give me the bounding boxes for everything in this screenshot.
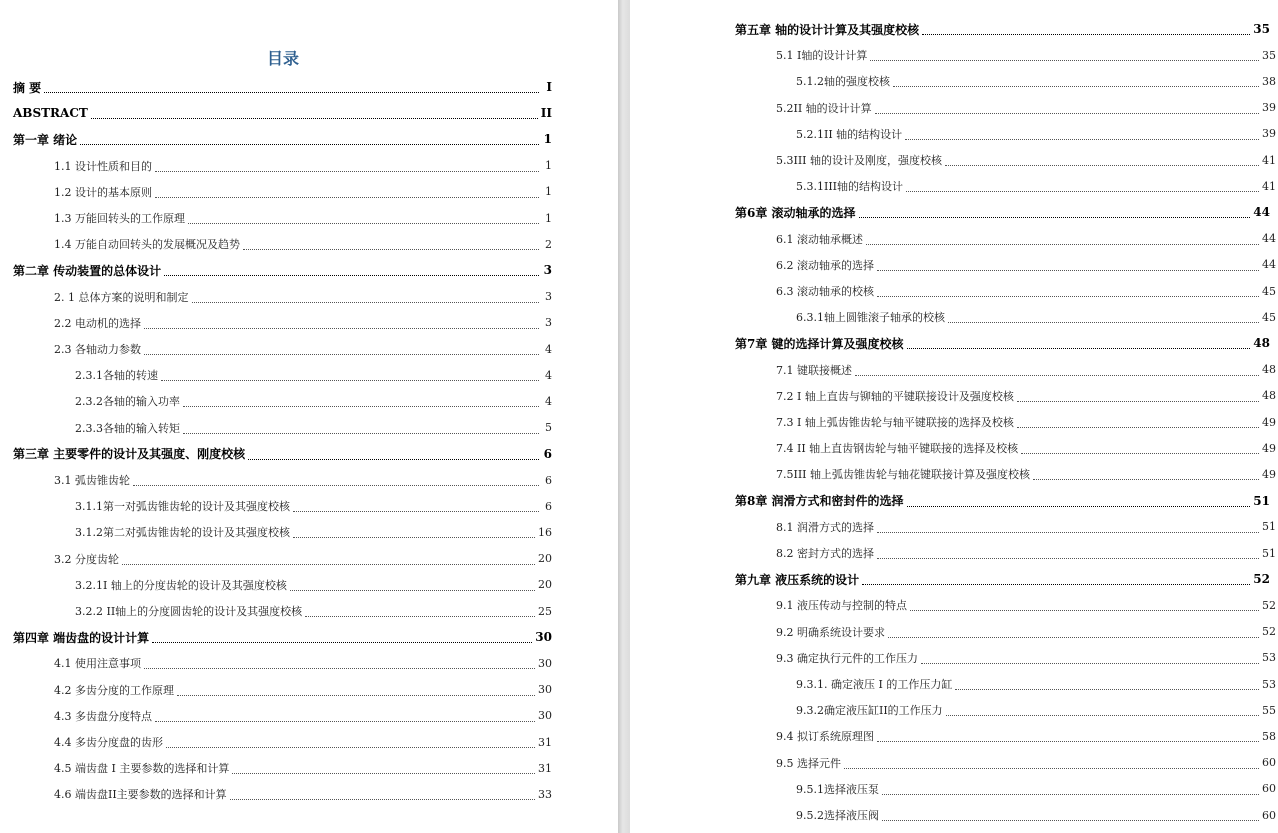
toc-entry-label: 6.3.1轴上圆锥滚子轴承的校核 [796, 311, 945, 325]
toc-entry-label: 5.3.1III轴的结构设计 [796, 180, 904, 194]
toc-chapter-entry[interactable] [13, 77, 552, 97]
toc-leader-dots [870, 59, 1259, 61]
toc-entry-label: ABSTRACT [13, 106, 88, 121]
toc-entry-label: 5.3III 轴的设计及刚度，强度校核 [776, 154, 943, 167]
toc-chapter-entry[interactable] [735, 202, 1270, 222]
toc-page-number: 1 [545, 211, 552, 225]
toc-section-entry[interactable] [54, 182, 552, 202]
toc-entry-label: 第8章 润滑方式和密封件的选择 [735, 494, 904, 509]
toc-entry-label: 2.3.1各轴的转速 [75, 369, 158, 383]
toc-page-number: 16 [538, 525, 552, 539]
toc-section-entry[interactable] [776, 98, 1276, 118]
toc-section-entry[interactable] [776, 45, 1276, 65]
toc-section-entry[interactable] [796, 176, 1276, 196]
toc-entry-label: 3.1.2第二对弧齿锥齿轮的设计及其强度校核 [75, 526, 290, 540]
toc-leader-dots [877, 531, 1259, 533]
toc-entry-label: 9.5.2选择液压阀 [796, 809, 879, 822]
toc-section-entry[interactable] [796, 779, 1276, 799]
toc-entry-label: 1.2 设计的基本原则 [54, 185, 152, 199]
toc-entry-label: 6.3 滚动轴承的校核 [776, 285, 874, 298]
toc-page-number: 49 [1262, 467, 1276, 481]
toc-section-entry[interactable] [54, 313, 552, 333]
toc-leader-dots [161, 379, 539, 381]
toc-section-entry[interactable] [776, 150, 1276, 170]
toc-page-number: I [546, 80, 552, 94]
toc-leader-dots [177, 694, 535, 696]
document-page-left [0, 0, 618, 833]
toc-entry-label: 4.6 端齿盘II主要参数的选择和计算 [54, 788, 227, 802]
toc-chapter-entry[interactable] [735, 569, 1270, 589]
toc-page-number: 1 [545, 159, 552, 173]
toc-entry-label: 3.2 分度齿轮 [54, 552, 119, 566]
toc-page-number: 49 [1262, 441, 1276, 455]
toc-page-number: 51 [1262, 546, 1276, 560]
toc-page-number: 30 [535, 630, 552, 645]
toc-leader-dots [183, 432, 539, 434]
toc-entry-label: 3.1 弧齿锥齿轮 [54, 474, 130, 487]
toc-section-entry[interactable] [54, 208, 552, 228]
toc-entry-label: 9.3 确定执行元件的工作压力 [776, 651, 918, 665]
toc-entry-label: 8.2 密封方式的选择 [776, 547, 874, 560]
toc-page-number: 30 [538, 709, 552, 723]
toc-leader-dots [906, 190, 1259, 192]
toc-section-entry[interactable] [776, 281, 1276, 301]
toc-leader-dots [877, 557, 1259, 559]
toc-leader-dots [866, 243, 1259, 245]
page-gutter [618, 0, 630, 833]
toc-entry-label: 第四章 端齿盘的设计计算 [13, 630, 150, 645]
toc-leader-dots [91, 117, 538, 119]
toc-section-entry[interactable] [776, 386, 1276, 406]
toc-page-number: 58 [1262, 729, 1276, 743]
toc-section-entry[interactable] [54, 470, 552, 490]
toc-entry-label: 3.1.1第一对弧齿锥齿轮的设计及其强度校核 [75, 500, 290, 514]
toc-leader-dots [44, 91, 539, 93]
toc-page-number: 51 [1253, 493, 1270, 508]
toc-page-number: 30 [538, 683, 552, 697]
toc-page-number: 52 [1262, 625, 1276, 639]
toc-page-number: 45 [1262, 284, 1276, 298]
toc-leader-dots [155, 170, 539, 172]
toc-leader-dots [155, 196, 539, 198]
toc-entry-label: 6.1 滚动轴承概述 [776, 232, 863, 246]
toc-entry-label: 6.2 滚动轴承的选择 [776, 258, 874, 272]
toc-section-entry[interactable] [776, 360, 1276, 380]
toc-page-number: 6 [545, 473, 552, 487]
toc-entry-label: 3.2.1I 轴上的分度齿轮的设计及其强度校核 [75, 578, 287, 592]
toc-section-entry[interactable] [776, 753, 1276, 773]
toc-page-number: 38 [1262, 74, 1276, 88]
toc-entry-label: 第一章 绪论 [13, 132, 78, 147]
toc-entry-label: 摘 要 [13, 80, 42, 95]
toc-leader-dots [859, 216, 1251, 218]
toc-entry-label: 2.3.3各轴的输入转矩 [75, 421, 180, 435]
toc-page-number: II [540, 106, 552, 121]
toc-section-entry[interactable] [776, 595, 1276, 615]
toc-entry-label: 第九章 液压系统的设计 [735, 572, 860, 587]
toc-leader-dots [907, 347, 1251, 349]
toc-section-entry[interactable] [54, 287, 552, 307]
toc-page-number: 52 [1253, 572, 1270, 587]
toc-entry-label: 1.4 万能自动回转头的发展概况及趋势 [54, 238, 240, 252]
toc-entry-label: 9.3.2确定液压缸II的工作压力 [796, 704, 943, 718]
toc-list-right [630, 0, 1278, 833]
toc-page-number: 44 [1262, 258, 1276, 272]
toc-leader-dots [1033, 478, 1259, 480]
toc-leader-dots [293, 510, 539, 512]
toc-leader-dots [946, 714, 1259, 716]
toc-leader-dots [290, 589, 535, 591]
toc-section-entry[interactable] [776, 517, 1276, 537]
toc-section-entry[interactable] [75, 575, 552, 595]
toc-entry-label: 7.4 II 轴上直齿钢齿轮与轴平键联接的选择及校核 [776, 442, 1019, 456]
toc-page-number: 45 [1262, 310, 1276, 324]
toc-page-number: 49 [1262, 415, 1276, 429]
toc-entry-label: 5.1 I轴的设计计算 [776, 49, 868, 63]
toc-page-number: 1 [543, 132, 552, 147]
toc-section-entry[interactable] [54, 706, 552, 726]
toc-page-number: 35 [1262, 48, 1276, 62]
toc-leader-dots [877, 269, 1259, 271]
toc-entry-label: 7.3 I 轴上弧齿锥齿轮与轴平键联接的选择及校核 [776, 416, 1014, 429]
toc-page-number: 3 [545, 290, 552, 304]
toc-leader-dots [232, 772, 535, 774]
toc-leader-dots [862, 583, 1250, 585]
toc-leader-dots [855, 374, 1259, 376]
toc-page-number: 20 [538, 578, 552, 592]
toc-page-number: 53 [1262, 677, 1276, 691]
toc-entry-label: 8.1 润滑方式的选择 [776, 520, 874, 534]
toc-leader-dots [230, 798, 535, 800]
toc-leader-dots [945, 164, 1259, 166]
toc-page-number: 6 [543, 446, 552, 461]
toc-leader-dots [305, 615, 535, 617]
toc-entry-label: 4.4 多齿分度盘的齿形 [54, 736, 163, 749]
toc-page-number: 48 [1262, 363, 1276, 377]
toc-entry-label: 第7章 键的选择计算及强度校核 [735, 336, 904, 351]
toc-section-entry[interactable] [776, 464, 1276, 484]
toc-section-entry[interactable] [75, 418, 552, 438]
toc-entry-label: 7.1 键联接概述 [776, 363, 852, 377]
toc-entry-label: 7.5III 轴上弧齿锥齿轮与轴花键联接计算及强度校核 [776, 468, 1031, 482]
toc-page-number: 60 [1262, 756, 1276, 770]
toc-chapter-entry[interactable] [13, 444, 552, 464]
toc-page-number: 30 [538, 656, 552, 670]
toc-page-number: 3 [543, 263, 552, 278]
toc-page-number: 31 [538, 735, 552, 749]
toc-entry-label: 5.2II 轴的设计计算 [776, 101, 872, 115]
toc-leader-dots [905, 138, 1259, 140]
toc-page-number: 51 [1262, 520, 1276, 534]
toc-section-entry[interactable] [796, 674, 1276, 694]
toc-chapter-entry[interactable] [13, 129, 552, 149]
toc-entry-label: 2.2 电动机的选择 [54, 316, 141, 330]
toc-chapter-entry[interactable] [13, 627, 552, 647]
toc-entry-label: 4.2 多齿分度的工作原理 [54, 683, 174, 697]
toc-section-entry[interactable] [54, 339, 552, 359]
toc-section-entry[interactable] [796, 71, 1276, 91]
toc-leader-dots [243, 248, 539, 250]
toc-page-number: 60 [1262, 782, 1276, 796]
toc-page-number: 4 [545, 394, 552, 408]
toc-entry-label: 2.3.2各轴的输入功率 [75, 395, 180, 409]
toc-page-number: 31 [538, 761, 552, 775]
toc-section-entry[interactable] [54, 549, 552, 569]
toc-leader-dots [922, 33, 1250, 35]
toc-section-entry[interactable] [54, 156, 552, 176]
toc-page-number: 44 [1253, 205, 1270, 220]
toc-chapter-entry[interactable] [13, 103, 552, 123]
toc-page-number: 39 [1262, 101, 1276, 115]
toc-page-number: 5 [545, 421, 552, 435]
toc-entry-label: 3.2.2 II轴上的分度圆齿轮的设计及其强度校核 [75, 605, 303, 618]
toc-leader-dots [877, 740, 1259, 742]
toc-page-number: 48 [1262, 389, 1276, 403]
toc-leader-dots [192, 301, 540, 303]
toc-page-number: 60 [1262, 808, 1276, 822]
toc-leader-dots [188, 222, 539, 224]
toc-leader-dots [875, 112, 1259, 114]
toc-section-entry[interactable] [54, 680, 552, 700]
toc-entry-label: 9.5.1选择液压泵 [796, 782, 879, 796]
toc-page-number: 39 [1262, 127, 1276, 141]
document-page-right [630, 0, 1278, 833]
toc-leader-dots [152, 641, 532, 643]
toc-entry-label: 9.2 明确系统设计要求 [776, 625, 885, 639]
toc-section-entry[interactable] [796, 700, 1276, 720]
toc-entry-label: 4.3 多齿盘分度特点 [54, 709, 152, 723]
toc-section-entry[interactable] [776, 412, 1276, 432]
toc-page-number: 3 [545, 316, 552, 330]
toc-page-number: 20 [538, 552, 552, 566]
toc-leader-dots [144, 667, 535, 669]
toc-entry-label: 2.3 各轴动力参数 [54, 343, 141, 356]
toc-entry-label: 4.5 端齿盘 I 主要参数的选择和计算 [54, 762, 230, 776]
toc-section-entry[interactable] [776, 255, 1276, 275]
toc-section-entry[interactable] [75, 496, 552, 516]
toc-entry-label: 2. 1 总体方案的说明和制定 [54, 290, 189, 304]
toc-page-number: 53 [1262, 651, 1276, 665]
toc-entry-label: 4.1 使用注意事项 [54, 657, 141, 671]
toc-page-number: 4 [545, 342, 552, 356]
toc-leader-dots [948, 321, 1259, 323]
toc-leader-dots [844, 767, 1259, 769]
toc-leader-dots [1017, 400, 1259, 402]
toc-chapter-entry[interactable] [735, 19, 1270, 39]
toc-entry-label: 7.2 I 轴上直齿与铆轴的平键联接设计及强度校核 [776, 389, 1014, 403]
toc-leader-dots [1017, 426, 1259, 428]
toc-leader-dots [122, 563, 535, 565]
toc-list-left [0, 0, 618, 833]
toc-entry-label: 第6章 滚动轴承的选择 [735, 205, 856, 220]
toc-entry-label: 9.5 选择元件 [776, 756, 841, 770]
toc-leader-dots [293, 536, 535, 538]
toc-section-entry[interactable] [776, 543, 1276, 563]
toc-entry-label: 9.3.1. 确定液压 I 的工作压力缸 [796, 678, 953, 691]
toc-section-entry[interactable] [776, 438, 1276, 458]
toc-section-entry[interactable] [75, 365, 552, 385]
toc-section-entry[interactable] [75, 522, 552, 542]
toc-leader-dots [144, 353, 539, 355]
toc-section-entry[interactable] [54, 234, 552, 254]
toc-page-number: 55 [1262, 703, 1276, 717]
toc-section-entry[interactable] [75, 601, 552, 621]
toc-leader-dots [907, 505, 1251, 507]
toc-section-entry[interactable] [796, 307, 1276, 327]
toc-entry-label: 9.1 液压传动与控制的特点 [776, 599, 907, 613]
toc-page-number: 4 [545, 368, 552, 382]
toc-section-entry[interactable] [796, 124, 1276, 144]
toc-section-entry[interactable] [776, 622, 1276, 642]
toc-leader-dots [955, 688, 1259, 690]
toc-leader-dots [166, 746, 535, 748]
toc-entry-label: 9.4 拟订系统原理图 [776, 730, 874, 744]
toc-leader-dots [164, 274, 539, 276]
toc-leader-dots [882, 819, 1259, 821]
toc-section-entry[interactable] [75, 391, 552, 411]
toc-leader-dots [80, 143, 539, 145]
toc-entry-label: 第五章 轴的设计计算及其强度校核 [735, 22, 920, 37]
toc-leader-dots [921, 662, 1259, 664]
toc-chapter-entry[interactable] [13, 260, 552, 280]
toc-leader-dots [888, 636, 1259, 638]
toc-page-number: 6 [545, 499, 552, 513]
toc-page-number: 1 [545, 185, 552, 199]
toc-page-number: 25 [538, 604, 552, 618]
toc-leader-dots [882, 793, 1259, 795]
toc-entry-label: 5.1.2轴的强度校核 [796, 75, 890, 89]
toc-entry-label: 5.2.1II 轴的结构设计 [796, 127, 903, 141]
toc-page-number: 33 [538, 787, 552, 801]
toc-leader-dots [877, 295, 1259, 297]
toc-section-entry[interactable] [796, 805, 1276, 825]
toc-title: 目录 [266, 49, 299, 68]
toc-leader-dots [893, 85, 1259, 87]
toc-entry-label: 1.3 万能回转头的工作原理 [54, 212, 185, 225]
toc-section-entry[interactable] [776, 229, 1276, 249]
toc-section-entry[interactable] [54, 653, 552, 673]
toc-chapter-entry[interactable] [735, 491, 1270, 511]
toc-entry-label: 第二章 传动装置的总体设计 [13, 263, 162, 278]
toc-page-number: 2 [545, 237, 552, 251]
toc-section-entry[interactable] [776, 726, 1276, 746]
toc-leader-dots [1021, 452, 1259, 454]
toc-page-number: 35 [1253, 22, 1270, 36]
toc-leader-dots [910, 609, 1259, 611]
toc-section-entry[interactable] [54, 784, 552, 804]
toc-leader-dots [144, 327, 539, 329]
toc-section-entry[interactable] [54, 758, 552, 778]
toc-leader-dots [155, 720, 535, 722]
toc-page-number: 52 [1262, 598, 1276, 612]
toc-page-number: 41 [1262, 179, 1276, 193]
toc-page-number: 44 [1262, 232, 1276, 246]
toc-section-entry[interactable] [54, 732, 552, 752]
toc-leader-dots [183, 405, 539, 407]
toc-leader-dots [133, 484, 539, 486]
toc-entry-label: 第三章 主要零件的设计及其强度、刚度校核 [13, 447, 246, 462]
toc-page-number: 41 [1262, 153, 1276, 167]
toc-page-number: 48 [1253, 336, 1270, 351]
toc-chapter-entry[interactable] [735, 333, 1270, 353]
toc-entry-label: 1.1 设计性质和目的 [54, 159, 152, 173]
toc-section-entry[interactable] [776, 648, 1276, 668]
toc-leader-dots [248, 458, 539, 460]
